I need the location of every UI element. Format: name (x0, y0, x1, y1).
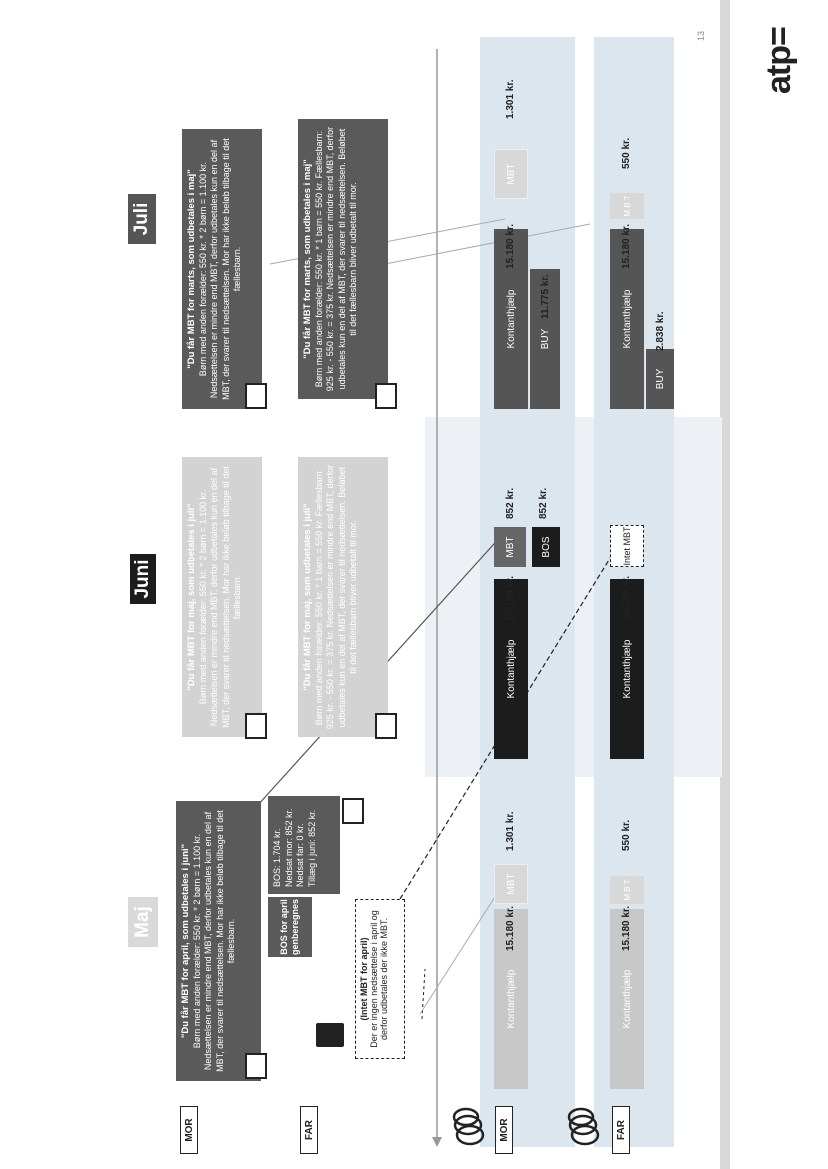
note-body: Børn med anden forælder: 550 kr. * 1 barn = 550 kr. Fællesbarn: 925 kr. - 550 kr. = 375 kr. Nedsættelsen er mindre end MBT, derfor udbetales kun en del af MBT, der svarer til nedsættelsen. Beløbet til det fællesbarn bliver udbetalt til mor. (313, 126, 358, 392)
coins-icon (565, 1107, 601, 1147)
far-maj-kontant: Kontanthjælp (610, 909, 644, 1089)
month-maj: Maj (128, 897, 158, 947)
note-title: (Intet MBT for april) (359, 937, 369, 1021)
envelope-icon (375, 713, 397, 739)
far-juni-no-mbt: Intet MBT (610, 525, 644, 567)
note-body: Børn med anden forælder: 550 kr. * 2 børn = 1.100 kr. Nedsættelsen er mindre end MBT, derfor udbetales kun en del af MBT, der svarer til nedsættelsen. Mor har ikke beløb tilbage til det fællesbarn. (191, 810, 236, 1072)
envelope-icon (245, 713, 267, 739)
far-juli-kontant: Kontanthjælp (610, 229, 644, 409)
row-tag-far-top: FAR (300, 1106, 318, 1154)
row-tag-far-bottom: FAR (612, 1106, 630, 1154)
row-tag-mor-bottom: MOR (495, 1106, 513, 1154)
far-juli-buy: BUY (646, 349, 674, 409)
envelope-icon (375, 383, 397, 409)
mor-juli-kontant-amt: 15.180 kr. (505, 223, 516, 269)
mor-juni-kontant: Kontanthjælp (494, 579, 528, 759)
mor-juni-bos-amt: 852 kr. (538, 487, 549, 519)
bos-line: BOS: 1.704 kr. (272, 828, 282, 887)
note-body: Børn med anden forælder: 550 kr. * 1 barn = 550 kr. Fællesbarn: 925 kr. - 550 kr. = 375 kr. Nedsættelsen er mindre end MBT, derfor udbetales kun en del af MBT, der svarer til nedsættelsen. Beløbet til det fællesbarn bliver udbetalt til mor. (313, 464, 358, 730)
mor-juli-kontant: Kontanthjælp (494, 229, 528, 409)
juni-mor-note (182, 457, 262, 737)
mor-maj-mbt: MBT (494, 864, 528, 904)
maj-mor-note (176, 801, 261, 1081)
note-title: "Du får MBT for maj, som udbetales i juli" (302, 503, 313, 691)
mor-juli-mbt: MBT (494, 149, 528, 199)
mor-maj-kontant: Kontanthjælp (494, 909, 528, 1089)
month-juli: Juli (128, 194, 156, 244)
envelope-icon (342, 798, 364, 824)
mor-juni-bos: BOS (532, 527, 560, 567)
row-tag-mor-top: MOR (180, 1106, 198, 1154)
envelope-icon (245, 383, 267, 409)
note-title: "Du får MBT for maj, som udbetales i juli" (186, 503, 197, 691)
calculator-icon (316, 1023, 344, 1047)
far-juli-buy-amt: 2.838 kr. (655, 311, 666, 351)
juli-far-note (298, 119, 388, 399)
atp-logo: atp= (760, 27, 798, 94)
far-juni-kontant: Kontanthjælp (610, 579, 644, 759)
note-body: Børn med anden forælder: 550 kr. * 2 børn = 1.100 kr. Nedsættelsen er mindre end MBT, derfor udbetales kun en del af MBT, der svarer til nedsættelsen. Mor har ikke beløb tilbage til det fællesbarn. (197, 138, 242, 400)
note-title: "Du får MBT for marts, som udbetales i maj" (186, 169, 197, 369)
month-juni: Juni (130, 554, 156, 604)
mor-juni-mbt: MBT (494, 527, 526, 567)
mor-maj-mbt-amt: 1.301 kr. (505, 811, 516, 851)
coins-icon (450, 1107, 486, 1147)
maj-bos-title: BOS for april genberegnes (268, 897, 312, 957)
bos-line: Nedsat mor: 852 kr. (283, 808, 294, 887)
maj-far-note (355, 899, 405, 1059)
note-body: Der er ingen nedsættelse i april og derfor udbetales der ikke MBT. (369, 910, 389, 1048)
envelope-icon (245, 1053, 267, 1079)
bos-line: Tillæg i juni: 852 kr. (306, 809, 317, 887)
far-juli-mbt-amt: 550 kr. (621, 137, 632, 169)
note-body: Børn med anden forælder: 550 kr. * 2 børn = 1.100 kr. Nedsættelsen er mindre end MBT, derfor udbetales kun en del af MBT, der svarer til nedsættelsen. Mor har ikke beløb tilbage til det fællesbarn. (197, 466, 242, 728)
far-maj-mbt-amt: 550 kr. (621, 819, 632, 851)
mor-juli-buy-amt: 11.775 kr. (540, 274, 551, 319)
mor-juli-mbt-amt: 1.301 kr. (505, 79, 516, 119)
mor-juni-kontant-amt: 15.180 kr. (505, 575, 516, 621)
mor-maj-kontant-amt: 15.180 kr. (505, 905, 516, 951)
maj-bos-body (268, 796, 340, 894)
far-maj-kontant-amt: 15.180 kr. (621, 905, 632, 951)
far-juli-mbt: M B T (610, 193, 644, 219)
note-title: "Du får MBT for marts, som udbetales i maj" (302, 159, 313, 359)
note-title: "Du får MBT for april, som udbetales i juni" (180, 843, 191, 1039)
page-number: 13 (696, 30, 706, 41)
mor-juni-mbt-amt: 852 kr. (505, 487, 516, 519)
bos-line: Nedsat far: 0 kr. (295, 823, 305, 887)
far-maj-mbt: M B T (610, 876, 644, 904)
mor-juli-buy: BUY (530, 269, 560, 409)
far-juli-kontant-amt: 15.180 kr. (621, 223, 632, 269)
far-juni-kontant-amt: 15.180 kr. (621, 575, 632, 621)
juli-mor-note (182, 129, 262, 409)
juni-far-note (298, 457, 388, 737)
